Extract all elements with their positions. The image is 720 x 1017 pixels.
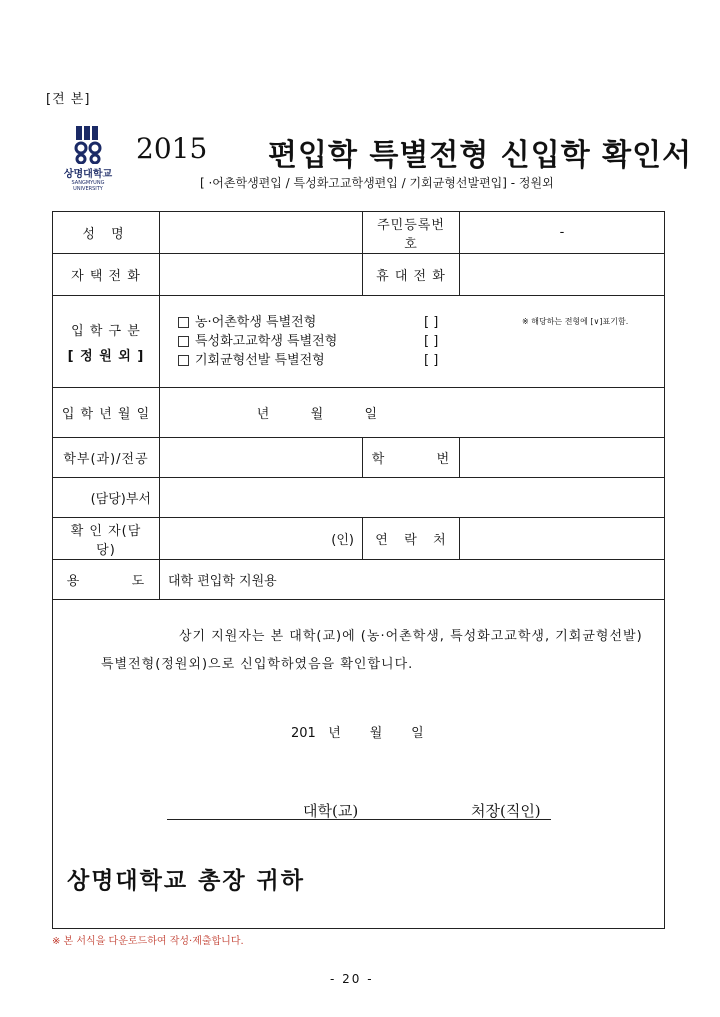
- statement-date: 201 년 월 일: [291, 726, 424, 741]
- option-rural-bracket[interactable]: [ ]: [424, 315, 439, 330]
- option-note: ※ 해당하는 전형에 [∨]표기함.: [522, 317, 629, 326]
- name-field[interactable]: [160, 212, 363, 254]
- option-vocational-bracket[interactable]: [ ]: [424, 334, 439, 349]
- row-statement: [53, 600, 665, 929]
- title-year: 2015: [136, 132, 208, 165]
- university-emblem-icon: [73, 126, 103, 164]
- document-title: 편입학 특별전형 신입학 확인서: [268, 138, 693, 173]
- document-subtitle: [ ·어촌학생편입 / 특성화고교학생편입 / 기회균형선발편입] - 정원외: [200, 176, 554, 190]
- name-label: 성 명: [53, 212, 160, 254]
- student-id-label: 학 번: [363, 438, 460, 478]
- seal-mark: (인): [331, 533, 354, 548]
- checkbox-icon[interactable]: [178, 317, 189, 328]
- admission-type-options: [160, 296, 665, 388]
- row-department: [53, 438, 665, 478]
- department-label: 학부(과)/전공: [53, 438, 160, 478]
- row-phone: [53, 254, 665, 296]
- confirmer-label: 확 인 자(담 당): [53, 518, 160, 560]
- footnote: ※ 본 서식을 다운로드하여 작성·제출합니다.: [52, 936, 244, 947]
- admission-type-label: 입 학 구 분: [71, 323, 141, 339]
- option-equal-opportunity-bracket[interactable]: [ ]: [424, 353, 439, 368]
- purpose-label: 용 도: [53, 560, 160, 600]
- option-equal-opportunity-label: 기회균형선발 특별전형: [195, 353, 325, 368]
- page-number: - 20 -: [330, 972, 374, 986]
- logo-korean-name: 상명대학교: [63, 169, 113, 180]
- mobile-field[interactable]: [460, 254, 665, 296]
- rrn-label: 주민등록번호: [363, 212, 460, 254]
- row-office: [53, 478, 665, 518]
- president-signature: 처장(직인): [471, 802, 541, 820]
- home-phone-field[interactable]: [160, 254, 363, 296]
- entry-date-field[interactable]: [160, 388, 665, 438]
- option-vocational-label: 특성화고교학생 특별전형: [195, 334, 338, 349]
- statement-line1: 상기 지원자는 본 대학(교)에 (농·어촌학생, 특성화고교학생, 기회균형선발): [179, 629, 643, 644]
- row-name: [53, 212, 665, 254]
- option-equal-opportunity[interactable]: [178, 351, 656, 370]
- contact-label: 연 락 처: [363, 518, 460, 560]
- home-phone-label: 자 택 전 화: [53, 254, 160, 296]
- option-rural[interactable]: [178, 313, 656, 332]
- row-admission-type: [53, 296, 665, 388]
- confirmer-field[interactable]: [160, 518, 363, 560]
- addressee: 상명대학교 총장 귀하: [67, 868, 305, 894]
- logo-english-line2: UNIVERSITY: [73, 186, 103, 192]
- statement-line2: 특별전형(정원외)으로 신입학하였음을 확인합니다.: [101, 657, 414, 672]
- logo-english-line1: SANGMYUNG: [71, 180, 105, 186]
- confirmation-form-table: [52, 211, 665, 929]
- checkbox-icon[interactable]: [178, 336, 189, 347]
- admission-type-sub: [ 정 원 외 ]: [67, 348, 145, 364]
- row-entry-date: [53, 388, 665, 438]
- university-signature: 대학(교): [303, 802, 359, 820]
- option-rural-label: 농·어촌학생 특별전형: [195, 315, 317, 330]
- option-vocational[interactable]: [178, 332, 656, 351]
- contact-field[interactable]: [460, 518, 665, 560]
- statement-cell: [53, 600, 665, 929]
- entry-date-label: 입 학 년 월 일: [53, 388, 160, 438]
- admission-type-label-cell: [53, 296, 160, 388]
- signature-line: [167, 819, 551, 820]
- checkbox-icon[interactable]: [178, 355, 189, 366]
- office-label: (담당)부서: [53, 478, 160, 518]
- university-logo: [62, 126, 114, 192]
- rrn-field[interactable]: -: [460, 212, 665, 254]
- student-id-field[interactable]: [460, 438, 665, 478]
- sample-tag: [견 본]: [46, 92, 91, 107]
- entry-date-value: 년 월 일: [256, 407, 378, 422]
- row-purpose: [53, 560, 665, 600]
- office-field[interactable]: [160, 478, 665, 518]
- row-confirmer: [53, 518, 665, 560]
- department-field[interactable]: [160, 438, 363, 478]
- purpose-value: 대학 편입학 지원용: [160, 560, 665, 600]
- mobile-label: 휴 대 전 화: [363, 254, 460, 296]
